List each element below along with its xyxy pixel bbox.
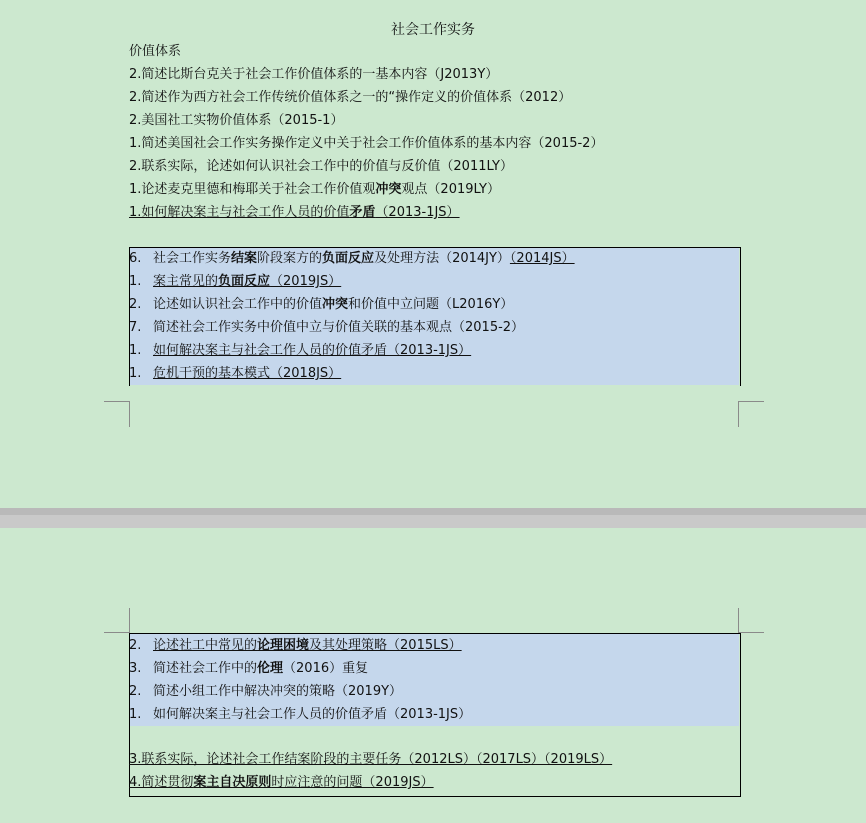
item-number: 7. <box>129 320 142 335</box>
crop-mark <box>738 608 739 633</box>
text-part: 及其处理策略（2015LS） <box>309 638 462 653</box>
item-number: 2. <box>129 684 142 699</box>
item-number: 2. <box>129 638 142 653</box>
bold-text: 矛盾 <box>349 205 376 220</box>
crop-mark <box>104 401 130 402</box>
bold-text: 冲突 <box>322 297 349 312</box>
list-item <box>129 635 462 657</box>
item-number: 1. <box>129 274 142 289</box>
crop-mark <box>129 608 130 633</box>
text-part: （2019JS） <box>270 274 342 289</box>
bold-text: 结案 <box>231 251 258 266</box>
text-part: 和价值中立问题（L2016Y） <box>348 297 514 312</box>
text-part: 1.如何解决案主与社会工作人员的价值 <box>129 205 350 220</box>
item-number: 2. <box>129 297 142 312</box>
item-number: 3. <box>129 661 142 676</box>
text-part: 案主常见的 <box>153 274 219 289</box>
list-item <box>129 317 524 339</box>
text-part: 社会工作实务 <box>153 251 232 266</box>
bold-text: 负面反应 <box>322 251 375 266</box>
bold-text: 论理困境 <box>257 638 310 653</box>
document-title: 社会工作实务 <box>391 22 475 38</box>
section-heading: 价值体系 <box>129 44 182 59</box>
list-item <box>129 681 402 703</box>
text-part: （2013-1JS） <box>375 205 460 220</box>
list-item <box>129 248 575 270</box>
list-item <box>129 294 513 316</box>
list-item <box>129 271 341 293</box>
list-item <box>129 363 341 385</box>
text-part: 如何解决案主与社会工作人员的价值矛盾（2013-1JS） <box>153 343 472 358</box>
crop-mark <box>738 401 764 402</box>
text-part: 简述小组工作中解决冲突的策略（2019Y） <box>153 684 403 699</box>
text-part: 阶段案方的 <box>257 251 323 266</box>
text-line: 1.简述美国社会工作实务操作定义中关于社会工作价值体系的基本内容（2015-2） <box>129 136 604 151</box>
text-line: 2.美国社工实物价值体系（2015-1） <box>129 113 344 128</box>
text-line <box>129 202 460 224</box>
bold-text: 冲突 <box>375 182 402 197</box>
crop-mark <box>129 401 130 427</box>
list-item <box>129 340 471 362</box>
bold-text: 伦理 <box>257 661 284 676</box>
page-separator <box>0 508 866 528</box>
text-part: （2016）重复 <box>283 661 369 676</box>
list-item <box>129 704 471 726</box>
text-part: 如何解决案主与社会工作人员的价值矛盾（2013-1JS） <box>153 707 472 722</box>
item-number: 1. <box>129 366 142 381</box>
text-part: 观点（2019LY） <box>401 182 500 197</box>
text-part: 1.论述麦克里德和梅耶关于社会工作价值观 <box>129 182 376 197</box>
crop-mark <box>104 632 130 633</box>
bold-text: 案主自决原则 <box>193 775 272 790</box>
text-line <box>129 179 500 201</box>
bold-text: 负面反应 <box>218 274 271 289</box>
crop-mark <box>738 632 764 633</box>
text-part: 论述社工中常见的 <box>153 638 258 653</box>
text-line: 2.简述作为西方社会工作传统价值体系之一的“操作定义的价值体系（2012） <box>129 90 572 105</box>
item-number: 1. <box>129 343 142 358</box>
list-item <box>129 772 434 794</box>
text-part: （2014JS） <box>509 251 575 266</box>
list-item: 3.联系实际，论述社会工作结案阶段的主要任务（2012LS）（2017LS）（2019LS） <box>129 752 613 767</box>
crop-mark <box>738 401 739 427</box>
text-part: 及处理方法（2014JY） <box>374 251 510 266</box>
text-line: 2.简述比斯台克关于社会工作价值体系的一基本内容（J2013Y） <box>129 67 499 82</box>
list-item <box>129 658 368 680</box>
item-number: 6. <box>129 251 142 266</box>
text-part: 论述如认识社会工作中的价值 <box>153 297 323 312</box>
item-number: 1. <box>129 707 142 722</box>
text-part: 4.简述贯彻 <box>129 775 194 790</box>
text-part: 简述社会工作实务中价值中立与价值关联的基本观点（2015-2） <box>153 320 525 335</box>
text-line: 2.联系实际，论述如何认识社会工作中的价值与反价值（2011LY） <box>129 159 513 174</box>
text-part: 简述社会工作中的 <box>153 661 258 676</box>
text-part: 时应注意的问题（2019JS） <box>271 775 434 790</box>
text-part: 危机干预的基本模式（2018JS） <box>153 366 342 381</box>
